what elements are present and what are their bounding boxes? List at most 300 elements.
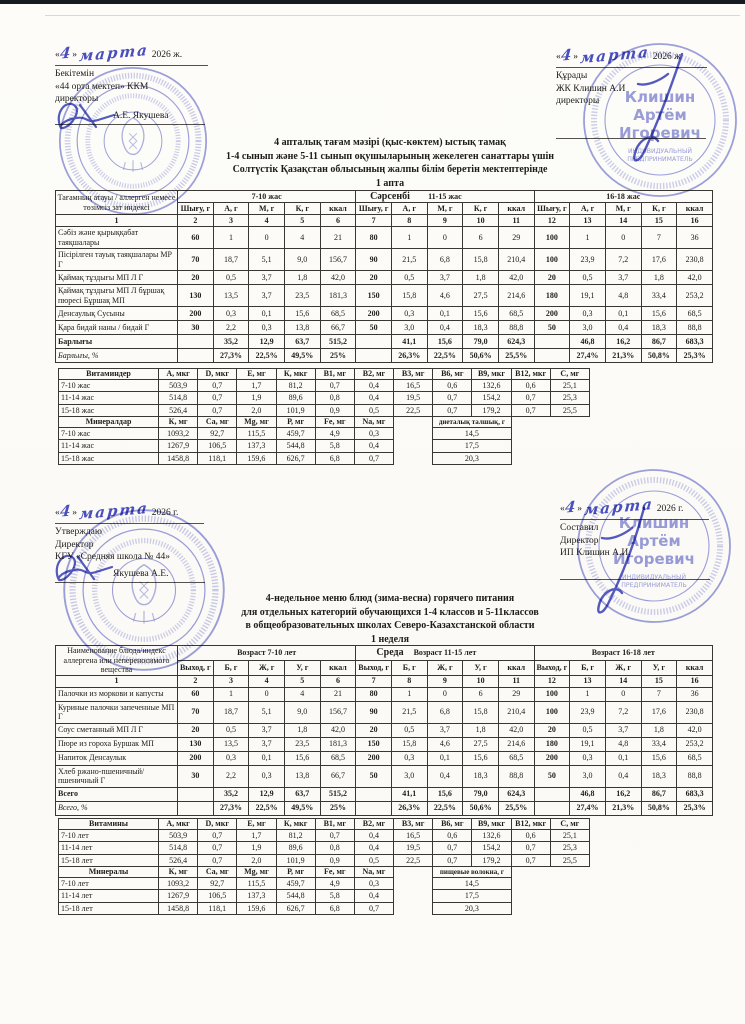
menu-value: 18,7 (213, 249, 249, 271)
mineral-value: 1093,2 (159, 877, 198, 890)
menu-value: 15,6 (463, 307, 499, 321)
menu-value: 4 (284, 227, 320, 249)
percent-label: Барлығы, % (56, 349, 178, 363)
mineral-value: 118,1 (198, 902, 237, 915)
percent-value: 50,6% (463, 801, 499, 815)
date-year: 2026 ж. (151, 50, 183, 60)
column-number: 6 (320, 215, 356, 227)
column-header: ккал (677, 660, 713, 675)
column-header: А, г (391, 203, 427, 215)
weekday-label: Сәрсенбі (370, 191, 410, 202)
menu-value: 42,0 (320, 723, 356, 737)
mineral-value: 459,7 (276, 877, 315, 890)
menu-value: 36 (677, 227, 713, 249)
approval-org-line: ИП Клишин А.И. (560, 548, 631, 558)
title-line: Солтүстік Қазақстан облысының жалпы білім беретін мектептерінде (232, 164, 548, 175)
menu-value: 27,5 (463, 285, 499, 307)
menu-value: 130 (178, 285, 214, 307)
menu-value: 1,8 (463, 723, 499, 737)
menu-value: 88,8 (498, 321, 534, 335)
stamp-name-text: Клишин (618, 514, 690, 532)
menu-value: 50 (356, 765, 392, 787)
mineral-value: 459,7 (276, 427, 315, 440)
mineral-value: 6,8 (315, 452, 354, 465)
menu-value: 0 (605, 687, 641, 701)
menu-value: 4,6 (427, 737, 463, 751)
total-value: 15,6 (427, 335, 463, 349)
vitamin-column-header: В3, мг (394, 369, 433, 380)
vitamin-value: 503,9 (159, 829, 198, 842)
menu-value: 210,4 (498, 249, 534, 271)
vitamin-column-header: В9, мкг (472, 369, 511, 380)
menu-row (56, 701, 713, 723)
vitamin-column-header: А, мкг (159, 369, 198, 380)
fiber-column-header: пищевые волокна, г (433, 867, 511, 878)
age-row-label: 7-10 жас (59, 427, 159, 440)
vitamin-column-header: Е, мг (237, 369, 276, 380)
mineral-value: 159,6 (237, 902, 276, 915)
mineral-value: 106,5 (198, 890, 237, 903)
empty-cell (511, 902, 589, 915)
mineral-value: 0,7 (354, 452, 393, 465)
menu-value: 18,7 (213, 701, 249, 723)
column-number: 14 (605, 215, 641, 227)
menu-value: 0,3 (391, 751, 427, 765)
date-quote: « (55, 508, 60, 518)
total-value: 12,9 (249, 335, 285, 349)
vitamin-column-header: D, мкг (198, 819, 237, 830)
menu-value: 1 (213, 687, 249, 701)
menu-value: 200 (356, 307, 392, 321)
empty-cell (394, 452, 433, 465)
menu-value: 88,8 (677, 765, 713, 787)
vitamin-value: 0,7 (433, 842, 472, 855)
column-number: 10 (463, 675, 499, 687)
title-line: 4 апталық тағам мәзірі (қыс-көктем) ыстық тамақ (274, 137, 506, 148)
menu-value: 181,3 (320, 737, 356, 751)
mineral-value: 137,3 (237, 440, 276, 453)
approval-block-ru-left (55, 498, 205, 583)
mineral-column-header: К, мг (159, 867, 198, 878)
menu-value: 68,5 (498, 751, 534, 765)
vitamin-column-header: К, мкг (276, 369, 315, 380)
week-label: 1 неделя (370, 633, 410, 645)
weekday-label: Среда (376, 647, 404, 658)
vitamin-column-header: В12, мкг (511, 369, 550, 380)
menu-value: 150 (356, 737, 392, 751)
approval-block-kz-left (55, 40, 208, 125)
age-row-label: 11-14 жас (59, 440, 159, 453)
column-header: Шығу, г (356, 203, 392, 215)
menu-value: 100 (534, 701, 570, 723)
total-label: Барлығы (56, 335, 178, 349)
empty-cell (511, 877, 589, 890)
vitamin-column-header: К, мкг (276, 819, 315, 830)
column-number: 9 (427, 215, 463, 227)
age-group-header: 16-18 жас (534, 191, 712, 203)
total-value (356, 335, 392, 349)
empty-cell (394, 877, 433, 890)
menu-value: 200 (534, 307, 570, 321)
menu-value: 3,7 (249, 737, 285, 751)
title-line: для отдельных категорий обучающихся 1-4 классов и 5-11классов (241, 606, 539, 618)
mineral-value: 0,3 (354, 427, 393, 440)
total-value: 35,2 (213, 335, 249, 349)
mineral-value: 0,4 (354, 890, 393, 903)
column-header: А, г (570, 203, 606, 215)
approval-role-line: Құрады (556, 71, 588, 81)
stamp-name-text: Игоревич (619, 124, 701, 142)
total-value: 86,7 (641, 335, 677, 349)
vitamin-column-header: D, мкг (198, 369, 237, 380)
menu-value: 15,8 (391, 285, 427, 307)
menu-value: 60 (178, 227, 214, 249)
menu-value: 70 (178, 249, 214, 271)
menu-value: 3,7 (605, 723, 641, 737)
mineral-value: 5,8 (315, 440, 354, 453)
menu-value: 0,3 (249, 765, 285, 787)
column-number: 4 (249, 675, 285, 687)
column-number: 12 (534, 675, 570, 687)
menu-value: 3,0 (570, 765, 606, 787)
percent-label: Всего, % (56, 801, 178, 815)
approval-title-line: директоры (55, 94, 99, 104)
percent-value: 25% (320, 349, 356, 363)
menu-value: 200 (534, 751, 570, 765)
mineral-value: 0,3 (354, 877, 393, 890)
column-header: Шығу, г (178, 203, 214, 215)
fiber-value: 17,5 (433, 440, 511, 453)
fiber-column-header: диеталық талшық, г (433, 417, 511, 428)
column-number: 15 (641, 215, 677, 227)
menu-value: 200 (356, 751, 392, 765)
menu-value: 15,6 (284, 751, 320, 765)
menu-row (56, 271, 713, 285)
vitamin-value: 0,7 (511, 854, 550, 867)
vitamin-value: 179,2 (472, 854, 511, 867)
mineral-column-header: Na, мг (354, 417, 393, 428)
vitamin-value: 25,1 (550, 829, 589, 842)
menu-value: 18,3 (463, 765, 499, 787)
vitamin-value: 0,7 (315, 379, 354, 392)
percent-value (534, 349, 570, 363)
menu-value: 181,3 (320, 285, 356, 307)
mineral-column-header: Mg, мг (237, 867, 276, 878)
menu-value: 0,1 (427, 307, 463, 321)
total-value: 86,7 (641, 787, 677, 801)
approval-role-line: Составил (560, 523, 599, 533)
approval-role-line: Бекітемін (55, 69, 95, 79)
menu-row (56, 307, 713, 321)
percent-value: 26,3% (391, 349, 427, 363)
vitamin-value: 89,6 (276, 842, 315, 855)
handwritten-day: 4 (58, 43, 73, 63)
column-header: К, г (284, 203, 320, 215)
mineral-value: 137,3 (237, 890, 276, 903)
stamp-name-text: Клишин (624, 88, 696, 106)
signer-name: А.Е. Якушева (113, 111, 169, 121)
menu-value: 230,8 (677, 701, 713, 723)
vitamin-value: 0,4 (354, 392, 393, 405)
approval-date (55, 40, 208, 66)
menu-value: 0 (605, 227, 641, 249)
percent-value: 25,3% (677, 801, 713, 815)
vitamin-value: 0,8 (315, 842, 354, 855)
age-row-label: 7-10 жас (59, 379, 159, 392)
menu-value: 0,4 (427, 765, 463, 787)
percent-value (356, 349, 392, 363)
menu-value: 17,6 (641, 249, 677, 271)
menu-value: 0,1 (605, 307, 641, 321)
menu-value: 100 (534, 249, 570, 271)
dish-name: Сәбіз және қырыққабат таяқшалары (56, 227, 178, 249)
menu-value: 0 (249, 227, 285, 249)
percent-value: 25,3% (677, 349, 713, 363)
handwritten-day: 4 (58, 501, 73, 521)
vitamin-value: 19,5 (394, 392, 433, 405)
date-year: 2026 г. (656, 504, 684, 514)
menu-row (56, 321, 713, 335)
column-header: Выход, г (356, 660, 392, 675)
column-number: 1 (56, 215, 178, 227)
menu-value: 20 (178, 723, 214, 737)
total-value: 16,2 (605, 787, 641, 801)
menu-value: 2,2 (213, 765, 249, 787)
menu-value: 3,0 (391, 765, 427, 787)
menu-value: 130 (178, 737, 214, 751)
vitamin-value: 179,2 (472, 404, 511, 417)
vitamin-value: 0,7 (511, 392, 550, 405)
age-row-label: 11-14 лет (59, 842, 159, 855)
menu-value: 15,6 (284, 307, 320, 321)
date-quote: « (556, 52, 561, 62)
menu-value: 15,6 (641, 307, 677, 321)
menu-value: 20 (534, 271, 570, 285)
mineral-value: 1267,9 (159, 890, 198, 903)
menu-value: 21,5 (391, 701, 427, 723)
menu-value: 253,2 (677, 737, 713, 751)
total-value: 683,3 (677, 335, 713, 349)
percent-value (534, 801, 570, 815)
percent-value: 49,5% (284, 801, 320, 815)
vitamins-section-header: Витамины (59, 819, 159, 830)
total-value: 41,1 (391, 787, 427, 801)
menu-row (56, 737, 713, 751)
date-quote: » (72, 508, 77, 518)
menu-row (56, 285, 713, 307)
menu-value: 33,4 (641, 285, 677, 307)
vitamin-column-header: А, мкг (159, 819, 198, 830)
vitamin-column-header: В2, мг (354, 369, 393, 380)
percent-value: 22,5% (427, 349, 463, 363)
total-label: Всего (56, 787, 178, 801)
total-value: 79,0 (463, 335, 499, 349)
menu-value: 42,0 (677, 271, 713, 285)
mineral-value: 544,8 (276, 440, 315, 453)
mineral-column-header: Р, мг (276, 867, 315, 878)
vitamin-value: 0,9 (315, 854, 354, 867)
total-value: 35,2 (213, 787, 249, 801)
column-number: 6 (320, 675, 356, 687)
column-header: ккал (320, 660, 356, 675)
vitamin-value: 0,5 (354, 854, 393, 867)
mineral-value: 118,1 (198, 452, 237, 465)
menu-value: 0,3 (391, 307, 427, 321)
stamp-name-text: Артём (633, 106, 687, 124)
menu-value: 3,7 (427, 271, 463, 285)
column-header: У, г (641, 660, 677, 675)
menu-value: 68,5 (677, 751, 713, 765)
mineral-value: 4,9 (315, 877, 354, 890)
stamp-sub-text: ИНДИВИДУАЛЬНЫЙ (627, 148, 693, 155)
approval-date (55, 498, 204, 524)
menu-value: 70 (178, 701, 214, 723)
menu-value: 0,5 (213, 271, 249, 285)
column-number: 2 (178, 675, 214, 687)
mineral-column-header: Fe, мг (315, 867, 354, 878)
vitamin-value: 0,7 (433, 404, 472, 417)
mineral-value: 5,8 (315, 890, 354, 903)
menu-value: 100 (534, 227, 570, 249)
menu-value: 1 (570, 687, 606, 701)
percent-value: 26,3% (391, 801, 427, 815)
date-year: 2026 ж (652, 52, 681, 62)
menu-value: 7 (641, 227, 677, 249)
handwritten-month: марта (78, 40, 151, 66)
age-row-label: 11-14 жас (59, 392, 159, 405)
menu-value: 68,5 (677, 307, 713, 321)
vitamins-section-header: Витаминдер (59, 369, 159, 380)
column-header: К, г (463, 203, 499, 215)
column-number: 5 (284, 675, 320, 687)
column-number: 16 (677, 215, 713, 227)
menu-value: 23,5 (284, 285, 320, 307)
total-value: 515,2 (320, 335, 356, 349)
column-header: Выход, г (178, 660, 214, 675)
vitamin-value: 503,9 (159, 379, 198, 392)
vitamin-column-header: В6, мг (433, 819, 472, 830)
menu-value: 20 (178, 271, 214, 285)
column-header: У, г (284, 660, 320, 675)
menu-row (56, 723, 713, 737)
menu-value: 42,0 (677, 723, 713, 737)
vitamin-value: 0,7 (198, 404, 237, 417)
percent-value: 22,5% (249, 801, 285, 815)
menu-value: 80 (356, 227, 392, 249)
menu-value: 90 (356, 701, 392, 723)
column-header: А, г (213, 203, 249, 215)
approval-date (560, 494, 709, 520)
title-line: в общеобразовательных школах Северо-Казахстанской области (245, 620, 535, 631)
column-header: Ж, г (249, 660, 285, 675)
menu-value: 15,6 (641, 751, 677, 765)
vitamin-value: 0,6 (433, 829, 472, 842)
menu-value: 20 (534, 723, 570, 737)
nutrient-table-kz (58, 368, 590, 465)
vitamin-value: 154,2 (472, 392, 511, 405)
column-header: У, г (463, 660, 499, 675)
vitamin-value: 22,5 (394, 404, 433, 417)
menu-value: 150 (356, 285, 392, 307)
total-value (178, 335, 214, 349)
age-group-header: 7-10 жас (178, 191, 356, 203)
percent-value: 21,3% (605, 801, 641, 815)
menu-value: 42,0 (320, 271, 356, 285)
menu-value: 36 (677, 687, 713, 701)
stamp-sub-text: ПРЕДПРИНИМАТЕЛЬ (627, 156, 693, 163)
percent-value (178, 801, 214, 815)
percent-value (356, 801, 392, 815)
approval-role-line: Утверждаю (55, 527, 102, 537)
menu-value: 6 (463, 687, 499, 701)
menu-value: 3,7 (249, 271, 285, 285)
menu-value: 180 (534, 285, 570, 307)
week-label: 1 апта (375, 177, 405, 189)
vitamin-column-header: В12, мкг (511, 819, 550, 830)
menu-value: 0,3 (213, 751, 249, 765)
vitamin-value: 25,5 (550, 404, 589, 417)
menu-value: 15,8 (463, 249, 499, 271)
column-number: 8 (391, 215, 427, 227)
column-number: 9 (427, 675, 463, 687)
dish-name: Палочки из моркови и капусты (56, 687, 178, 701)
menu-value: 19,1 (570, 285, 606, 307)
mineral-value: 626,7 (276, 902, 315, 915)
mineral-value: 106,5 (198, 440, 237, 453)
menu-value: 18,3 (641, 765, 677, 787)
approval-date (556, 42, 707, 68)
fiber-value: 17,5 (433, 890, 511, 903)
total-value: 12,9 (249, 787, 285, 801)
age-group-header: Возраст 11-15 лет (356, 646, 534, 661)
dish-name: Қаймақ тұздығы МП Л Г (56, 271, 178, 285)
menu-row (56, 687, 713, 701)
menu-table-ru (55, 645, 713, 816)
column-header: Б, г (213, 660, 249, 675)
menu-value: 9,0 (284, 249, 320, 271)
vitamin-value: 0,7 (198, 392, 237, 405)
empty-cell (511, 427, 589, 440)
menu-value: 0,5 (391, 723, 427, 737)
percent-value: 25% (320, 801, 356, 815)
menu-value: 27,5 (463, 737, 499, 751)
mineral-value: 115,5 (237, 877, 276, 890)
menu-value: 19,1 (570, 737, 606, 751)
vitamin-value: 0,7 (198, 829, 237, 842)
menu-value: 3,0 (391, 321, 427, 335)
percent-value: 49,5% (284, 349, 320, 363)
vitamin-value: 2,0 (237, 404, 276, 417)
menu-value: 0,3 (570, 307, 606, 321)
mineral-value: 4,9 (315, 427, 354, 440)
vitamin-value: 25,3 (550, 392, 589, 405)
total-value: 624,3 (498, 335, 534, 349)
dish-name: Соус сметанный МП Л Г (56, 723, 178, 737)
mineral-column-header: Fe, мг (315, 417, 354, 428)
handwritten-month: марта (78, 498, 151, 524)
menu-value: 0,5 (213, 723, 249, 737)
total-value: 624,3 (498, 787, 534, 801)
column-header: ккал (677, 203, 713, 215)
percent-value: 27,3% (213, 801, 249, 815)
vitamin-value: 0,7 (511, 404, 550, 417)
menu-value: 0,5 (570, 271, 606, 285)
approval-org-line: КГУ «Средняя школа № 44» (55, 552, 170, 562)
vitamin-value: 0,7 (198, 854, 237, 867)
vitamin-value: 89,6 (276, 392, 315, 405)
menu-value: 68,5 (498, 307, 534, 321)
menu-value: 15,8 (463, 701, 499, 723)
